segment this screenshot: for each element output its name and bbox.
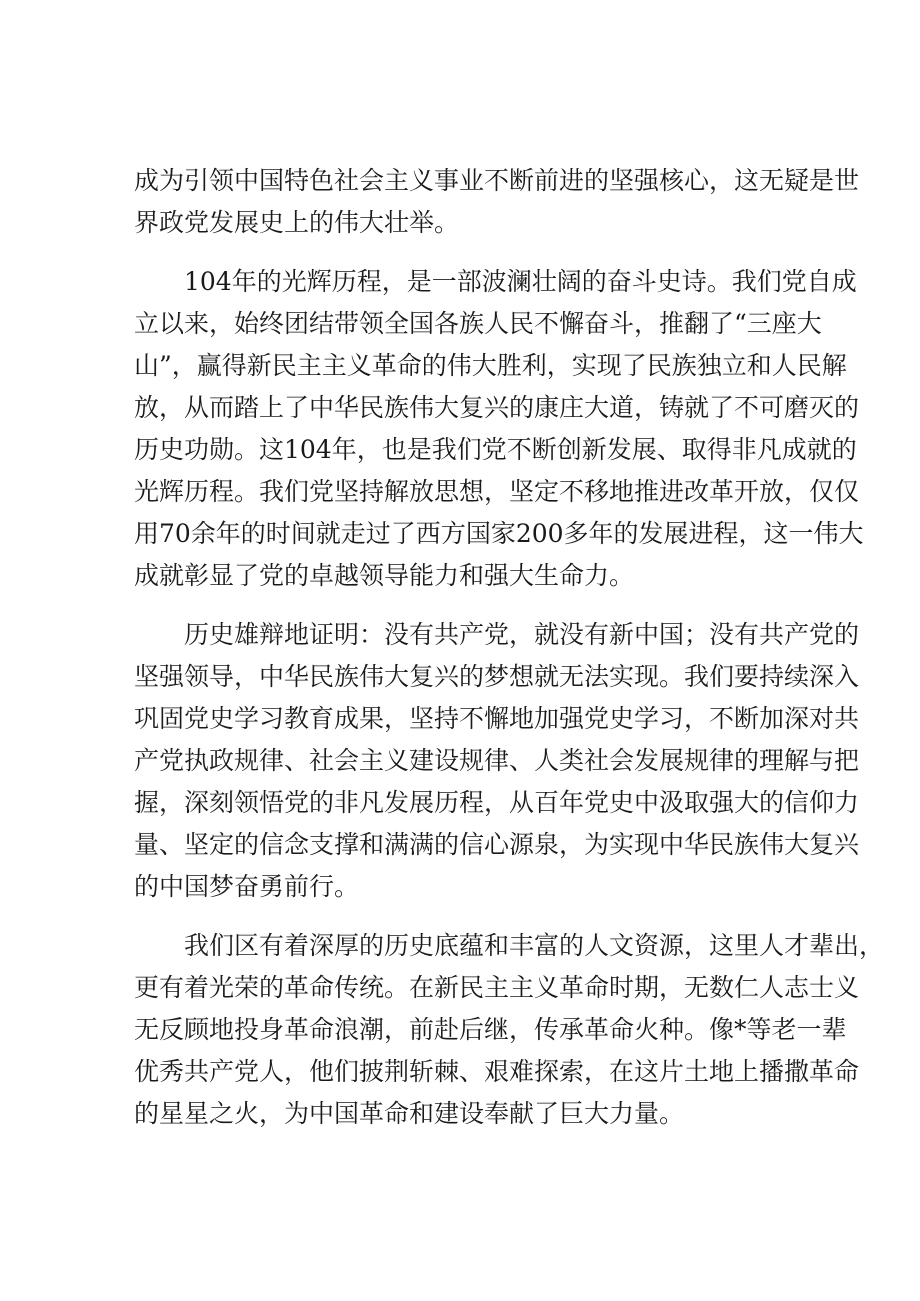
text-line: 光辉历程。我们党坚持解放思想，坚定不移地推进改革开放，仅仅 (134, 477, 860, 506)
text-line: 坚强领导，中华民族伟大复兴的梦想就无法实现。我们要持续深入 (134, 662, 860, 691)
text-line: 巩固党史学习教育成果，坚持不懈地加强党史学习，不断加深对共 (134, 704, 860, 733)
text-line: 的星星之火，为中国革命和建设奉献了巨大力量。 (134, 1099, 685, 1128)
text-line: 成就彰显了党的卓越领导能力和强大生命力。 (134, 561, 635, 590)
text-line: 产党执政规律、社会主义建设规律、人类社会发展规律的理解与把 (134, 746, 860, 775)
text-line: 历史雄辩地证明：没有共产党，就没有新中国；没有共产党的 (184, 620, 860, 649)
text-line: 山”，赢得新民主主义革命的伟大胜利，实现了民族独立和人民解 (134, 351, 847, 380)
text-line: 的中国梦奋勇前行。 (134, 872, 360, 901)
text-line: 放，从而踏上了中华民族伟大复兴的康庄大道，铸就了不可磨灭的 (134, 393, 860, 422)
text-line: 用70余年的时间就走过了西方国家200多年的发展进程，这一伟大 (134, 519, 864, 548)
text-line: 我们区有着深厚的历史底蕴和丰富的人文资源，这里人才辈出， (184, 931, 885, 960)
text-line: 优秀共产党人，他们披荆斩棘、艰难探索，在这片土地上播撒革命 (134, 1057, 860, 1086)
paragraph-2 (134, 261, 864, 597)
document-body (134, 160, 885, 1152)
text-line: 成为引领中国特色社会主义事业不断前进的坚强核心，这无疑是世 (134, 166, 860, 195)
text-line: 立以来，始终团结带领全国各族人民不懈奋斗，推翻了“三座大 (134, 309, 822, 338)
text-line: 界政党发展史上的伟大壮举。 (134, 208, 460, 237)
text-line: 量、坚定的信念支撑和满满的信心源泉，为实现中华民族伟大复兴 (134, 830, 860, 859)
text-line: 历史功勋。这104年，也是我们党不断创新发展、取得非凡成就的 (134, 435, 857, 464)
text-line: 更有着光荣的革命传统。在新民主主义革命时期，无数仁人志士义 (134, 973, 860, 1002)
paragraph-3 (134, 614, 860, 908)
paragraph-4 (134, 925, 885, 1135)
text-line: 无反顾地投身革命浪潮，前赴后继，传承革命火种。像*等老一辈 (134, 1015, 847, 1044)
text-line: 握，深刻领悟党的非凡发展历程，从百年党史中汲取强大的信仰力 (134, 788, 860, 817)
text-line: 104年的光辉历程，是一部波澜壮阔的奋斗史诗。我们党自成 (184, 267, 857, 296)
paragraph-1 (134, 160, 860, 244)
